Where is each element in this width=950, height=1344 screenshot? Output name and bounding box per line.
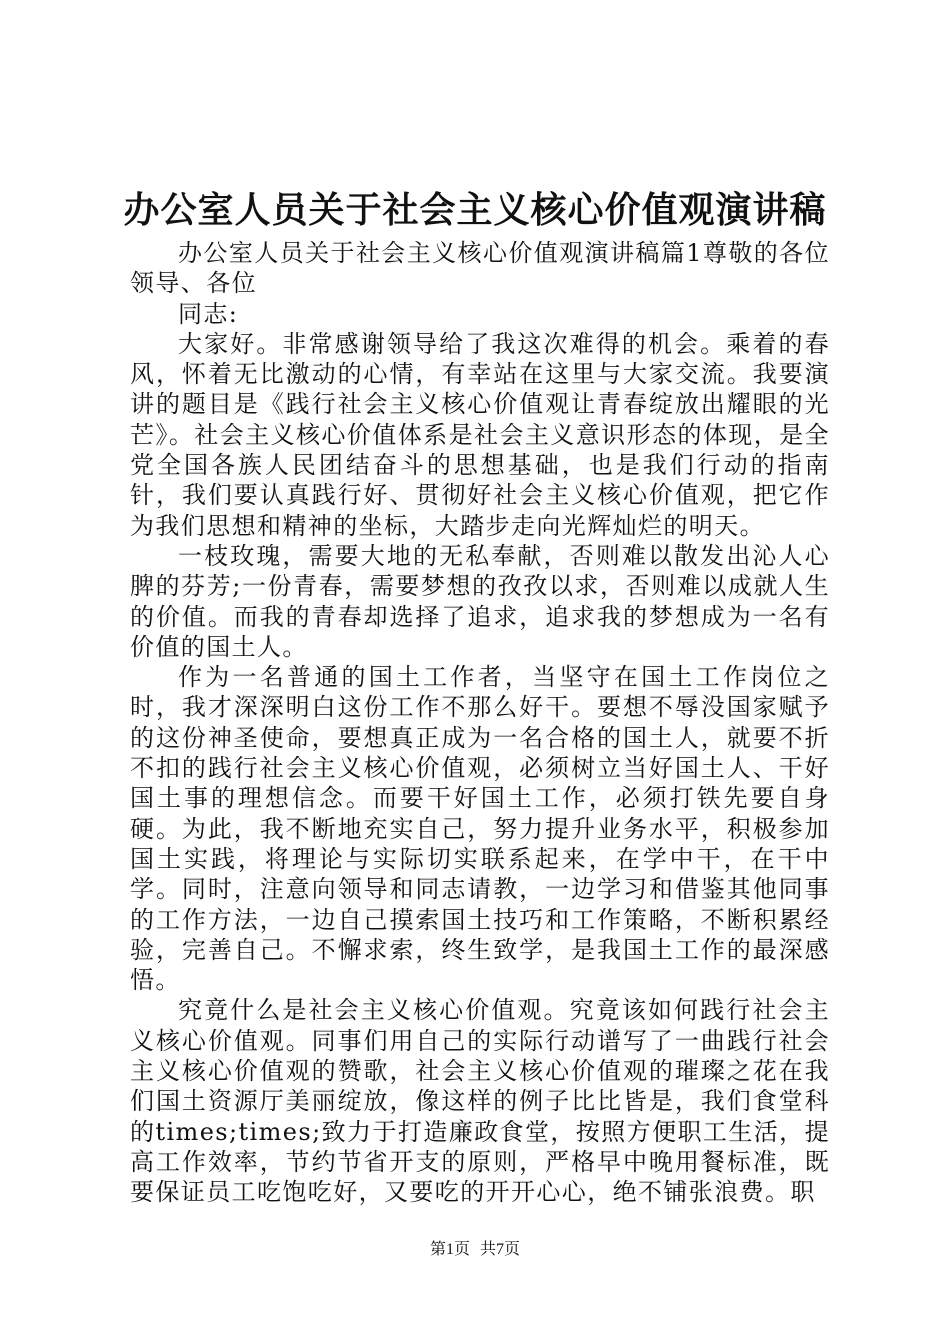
paragraph-1: 办公室人员关于社会主义核心价值观演讲稿篇1尊敬的各位领导、各位 (130, 239, 830, 298)
paragraph-6: 究竟什么是社会主义核心价值观。究竟该如何践行社会主义核心价值观。同事们用自己的实际行动谱写了一曲践行社会主义核心价值观的赞歌，社会主义核心价值观的璀璨之花在我们国土资源厅美丽绽放，像这样的例子比比皆是，我们食堂科的times;times;致力于打造廉政食堂，按照方便职工生活，提高工作效率，节约节省开支的原则，严格早中晚用餐标准，既要保证员工吃饱吃好，又要吃的开开心心，绝不铺张浪费。职 (130, 996, 830, 1207)
paragraph-4: 一枝玫瑰，需要大地的无私奉献，否则难以散发出沁人心脾的芬芳;一份青春，需要梦想的孜孜以求，否则难以成就人生的价值。而我的青春却选择了追求，追求我的梦想成为一名有价值的国土人。 (130, 541, 830, 661)
paragraph-5: 作为一名普通的国土工作者，当坚守在国土工作岗位之时，我才深深明白这份工作不那么好干。要想不辱没国家赋予的这份神圣使命，要想真正成为一名合格的国土人，就要不折不扣的践行社会主义核心价值观，必须树立当好国土人、干好国土事的理想信念。而要干好国土工作，必须打铁先要自身硬。为此，我不断地充实自己，努力提升业务水平，积极参加国土实践，将理论与实际切实联系起来，在学中干，在干中学。同时，注意向领导和同志请教，一边学习和借鉴其他同事的工作方法，一边自己摸索国土技巧和工作策略，不断积累经验，完善自己。不懈求索，终生致学，是我国土工作的最深感悟。 (130, 663, 830, 995)
document-body (130, 238, 830, 1208)
page-total: 共7页 (480, 1241, 521, 1258)
page-title: 办公室人员关于社会主义核心价值观演讲稿 (123, 189, 827, 231)
page-footer (0, 1240, 950, 1260)
page-number: 第1页 (429, 1241, 470, 1258)
paragraph-3: 大家好。非常感谢领导给了我这次难得的机会。乘着的春风，怀着无比激动的心情，有幸站在这里与大家交流。我要演讲的题目是《践行社会主义核心价值观让青春绽放出耀眼的光芒》。社会主义核心价值体系是社会主义意识形态的体现，是全党全国各族人民团结奋斗的思想基础，也是我们行动的指南针，我们要认真践行好、贯彻好社会主义核心价值观，把它作为我们思想和精神的坐标，大踏步走向光辉灿烂的明天。 (130, 329, 830, 540)
paragraph-2: 同志: (178, 299, 239, 328)
